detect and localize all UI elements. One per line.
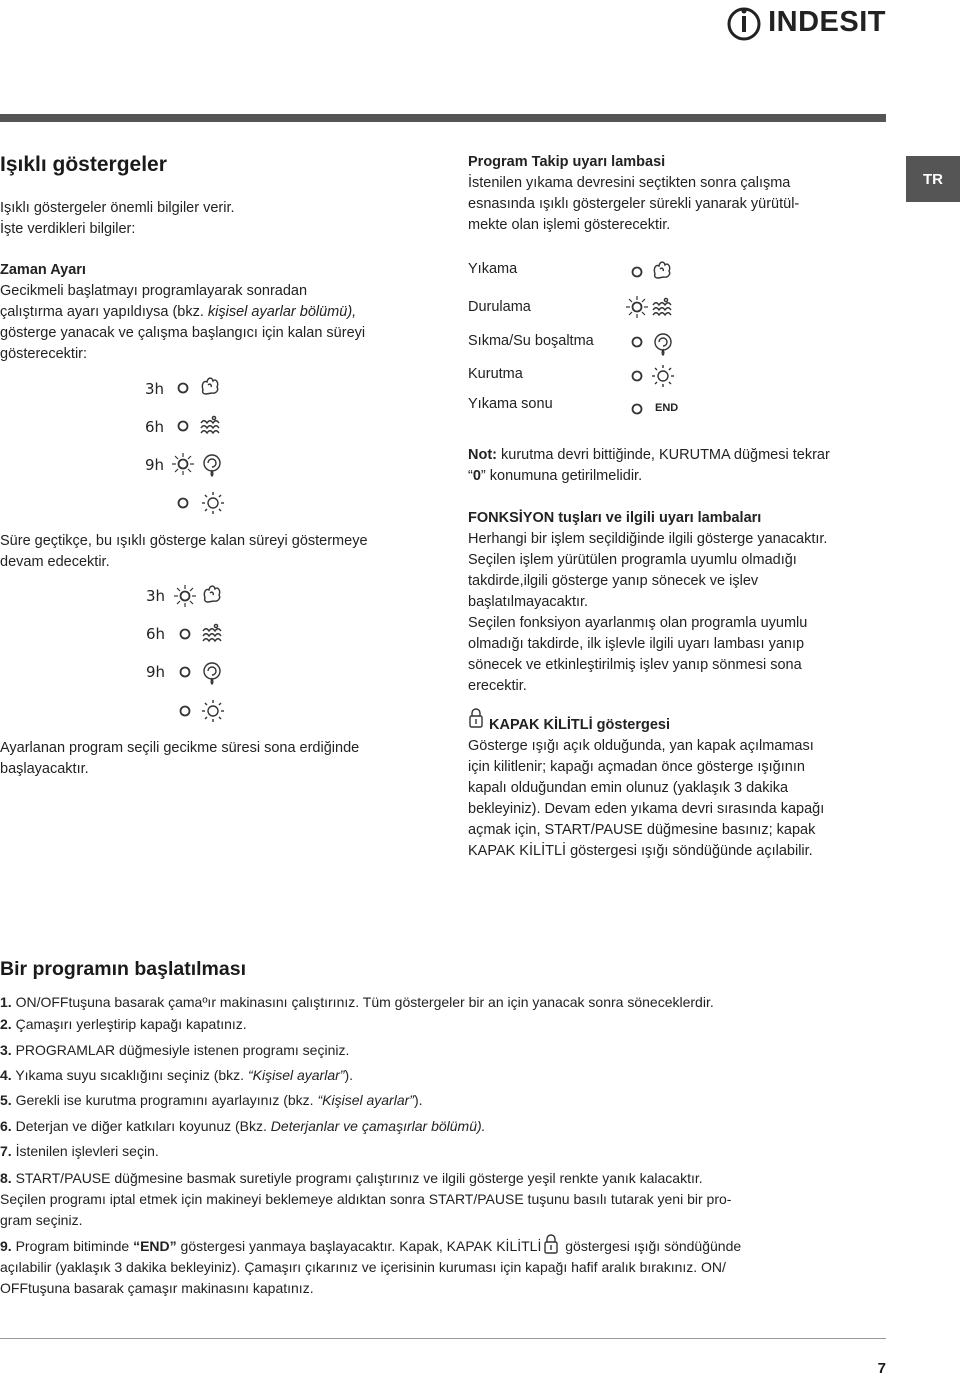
phase-rinse: Durulama bbox=[468, 299, 531, 315]
tracking-title: Program Takip uyarı lambasi bbox=[468, 154, 666, 170]
led-icon bbox=[181, 668, 190, 677]
step-8-line-3: gram seçiniz. bbox=[0, 1212, 83, 1228]
function-line-8: erecektir. bbox=[468, 678, 527, 694]
top-divider bbox=[0, 114, 886, 122]
function-line-4: başlatılmayacaktır. bbox=[468, 594, 589, 610]
spin-icon bbox=[204, 663, 220, 684]
bottom-divider bbox=[0, 1338, 886, 1339]
led-lit-icon bbox=[172, 453, 194, 475]
led-icon bbox=[179, 499, 188, 508]
led-icon bbox=[179, 384, 188, 393]
spin-icon bbox=[204, 455, 220, 476]
led-icon bbox=[633, 338, 642, 347]
step-9-line-3: OFFtuşuna basarak çamaşır makinasını kapatınız. bbox=[0, 1280, 314, 1296]
led-icon bbox=[633, 268, 642, 277]
function-line-7: sönecek ve etkinleştirilmiş işlev yanıp sönmesi sona bbox=[468, 657, 802, 673]
phase-dry: Kurutma bbox=[468, 366, 523, 382]
intro-line-2: İşte verdikleri bilgiler: bbox=[0, 221, 136, 237]
function-line-3: takdirde,ilgili gösterge yanıp sönecek ve işlev bbox=[468, 573, 759, 589]
brand-logo bbox=[726, 2, 886, 42]
lock-line-5: açmak için, START/PAUSE düğmesine basınız; kapak bbox=[468, 822, 816, 838]
lock-line-2: için kilitlenir; kapağı açmadan önce gösterge ışığının bbox=[468, 759, 805, 775]
function-title: FONKSİYON tuşları ve ilgili uyarı lambaları bbox=[468, 510, 762, 526]
function-line-5: Seçilen fonksiyon ayarlanmış olan programla uyumlu bbox=[468, 615, 808, 631]
tracking-line-1: İstenilen yıkama devresini seçtikten sonra çalışma bbox=[468, 175, 791, 191]
phase-spin: Sıkma/Su boşaltma bbox=[468, 333, 594, 349]
lock-line-1: Gösterge ışığı açık olduğunda, yan kapak açılmaması bbox=[468, 738, 814, 754]
function-line-1: Herhangi bir işlem seçildiğinde ilgili gösterge yanacaktır. bbox=[468, 531, 828, 547]
step-8: 8. START/PAUSE düğmesine basmak suretiyle programı çalıştırınız ve ilgili gösterge yeşil renkte yanık kalacaktır. bbox=[0, 1170, 703, 1186]
rinse-icon bbox=[653, 298, 671, 315]
start-program-title: Bir programın başlatılması bbox=[0, 958, 246, 980]
function-line-2: Seçilen işlem yürütülen programla uyumlu olmadığı bbox=[468, 552, 797, 568]
rinse-icon bbox=[203, 624, 221, 641]
wash-icon bbox=[654, 262, 669, 278]
start-delay-line-1: Ayarlanan program seçili gecikme süresi sona erdiğinde bbox=[0, 740, 360, 756]
led-icon bbox=[179, 422, 188, 431]
delay-diagram-1 bbox=[160, 370, 240, 520]
timer-line-2: çalıştırma ayarı yapıldıysa (bkz. kişisel ayarlar bölümü), bbox=[0, 304, 357, 320]
phase-indicator-diagram bbox=[620, 255, 690, 425]
rinse-icon bbox=[201, 416, 219, 433]
step-9: 9. Program bitiminde “END” göstergesi yanmaya başlayacaktır. Kapak, KAPAK KİLİTLİ göstergesi ışığı söndüğünde bbox=[0, 1236, 741, 1257]
timer-title: Zaman Ayarı bbox=[0, 262, 86, 278]
language-badge: TR bbox=[906, 156, 960, 202]
phase-end: Yıkama sonu bbox=[468, 396, 553, 412]
lock-line-3: kapalı olduğundan emin olunuz (yaklaşık 3 dakika bbox=[468, 780, 789, 796]
function-line-6: olmadığı takdirde, ilk işlevle ilgili uyarı lambası yanıp bbox=[468, 636, 805, 652]
spin-icon bbox=[655, 334, 671, 355]
step-5: 5. Gerekli ise kurutma programını ayarlayınız (bkz. “Kişisel ayarlar”). bbox=[0, 1092, 423, 1108]
delay-diagram-2 bbox=[160, 578, 240, 728]
dry-icon bbox=[202, 700, 224, 722]
brand-name: INDESIT bbox=[768, 5, 886, 38]
dry-icon bbox=[652, 365, 674, 387]
delay-label-6h: 6h bbox=[146, 625, 166, 643]
step-1: 1. ON/OFFtuşuna basarak çamaºır makinasını çalıştırınız. Tüm göstergeler bir an için yanacak sonra söneceklerdir. bbox=[0, 994, 714, 1010]
delay-label-6h: 6h bbox=[145, 418, 165, 436]
timer-line-3: gösterge yanacak ve çalışma başlangıcı için kalan süreyi bbox=[0, 325, 366, 341]
remaining-line-2: devam edecektir. bbox=[0, 554, 110, 570]
step-3: 3. PROGRAMLAR düğmesiyle istenen programı seçiniz. bbox=[0, 1042, 350, 1058]
remaining-line-1: Süre geçtikçe, bu ışıklı gösterge kalan süreyi göstermeye bbox=[0, 533, 368, 549]
wash-icon bbox=[202, 378, 217, 394]
delay-label-9h: 9h bbox=[145, 456, 165, 474]
led-lit-icon bbox=[174, 585, 196, 607]
lock-icon bbox=[543, 1236, 559, 1254]
step-4: 4. Yıkama suyu sıcaklığını seçiniz (bkz. “Kişisel ayarlar”). bbox=[0, 1067, 353, 1083]
delay-label-3h: 3h bbox=[146, 587, 166, 605]
step-8-line-2: Seçilen programı iptal etmek için makineyi beklemeye aldıktan sonra START/PAUSE tuşunu basılı tutarak yeni bir pro- bbox=[0, 1191, 732, 1207]
tracking-line-3: mekte olan işlemi gösterecektir. bbox=[468, 217, 671, 233]
led-lit-icon bbox=[626, 296, 648, 318]
led-icon bbox=[633, 405, 642, 414]
note-line-2: “0” konumuna getirilmelidir. bbox=[468, 468, 643, 484]
tracking-line-2: esnasında ışıklı göstergeler sürekli yanarak yürütül- bbox=[468, 196, 800, 212]
start-delay-line-2: başlayacaktır. bbox=[0, 761, 89, 777]
delay-label-3h: 3h bbox=[145, 380, 165, 398]
led-icon bbox=[181, 630, 190, 639]
end-label: END bbox=[655, 402, 679, 414]
led-icon bbox=[181, 707, 190, 716]
lock-line-4: bekleyiniz). Devam eden yıkama devri sırasında kapağı bbox=[468, 801, 825, 817]
section-title-indicators: Işıklı göstergeler bbox=[0, 153, 167, 176]
lock-icon bbox=[468, 708, 486, 728]
step-9-line-2: açılabilir (yaklaşık 3 dakika bekleyiniz). Çamaşırı çıkarınız ve içerisinin kuruması için kapağı hafif aralık bırakınız. ON/ bbox=[0, 1259, 726, 1275]
lock-line-6: KAPAK KİLİTLİ göstergesi ışığı söndüğünde açılabilir. bbox=[468, 843, 813, 859]
indesit-logo-icon bbox=[726, 2, 762, 42]
page-number: 7 bbox=[877, 1360, 886, 1377]
dry-icon bbox=[202, 492, 224, 514]
led-icon bbox=[633, 372, 642, 381]
step-7: 7. İstenilen işlevleri seçin. bbox=[0, 1143, 159, 1159]
step-6: 6. Deterjan ve diğer katkıları koyunuz (Bkz. Deterjanlar ve çamaşırlar bölümü). bbox=[0, 1118, 486, 1134]
note-line-1: Not: kurutma devri bittiğinde, KURUTMA düğmesi tekrar bbox=[468, 447, 830, 463]
lock-title: KAPAK KİLİTLİ göstergesi bbox=[489, 717, 670, 733]
phase-wash: Yıkama bbox=[468, 261, 518, 277]
timer-line-1: Gecikmeli başlatmayı programlayarak sonradan bbox=[0, 283, 308, 299]
delay-label-9h: 9h bbox=[146, 663, 166, 681]
timer-line-4: gösterecektir: bbox=[0, 346, 88, 362]
wash-icon bbox=[204, 586, 219, 602]
intro-line-1: Işıklı göstergeler önemli bilgiler verir. bbox=[0, 200, 235, 216]
step-2: 2. Çamaşırı yerleştirip kapağı kapatınız. bbox=[0, 1016, 247, 1032]
